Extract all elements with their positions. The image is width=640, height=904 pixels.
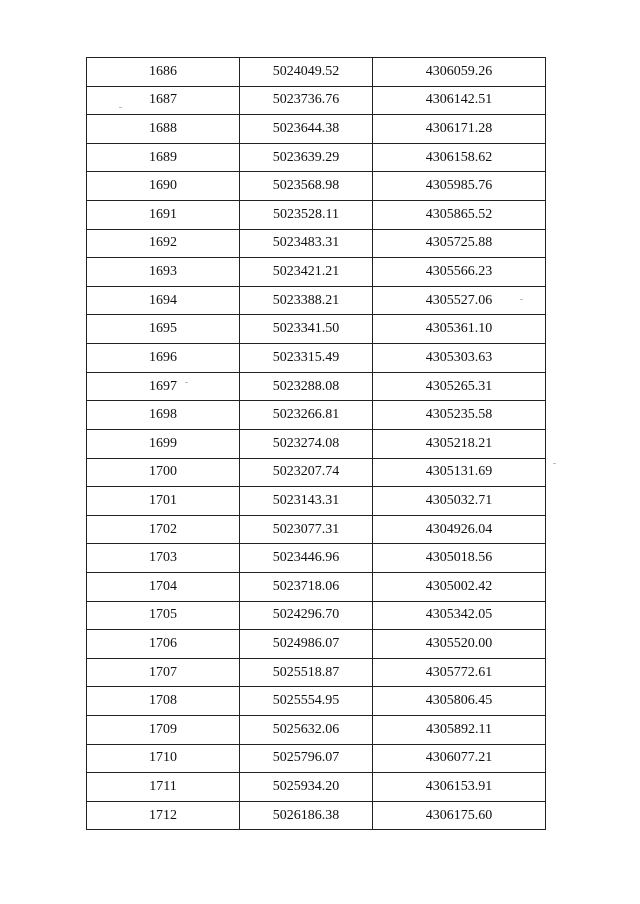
y-coordinate-cell: 4305218.21: [373, 429, 546, 458]
table-row: [87, 229, 546, 258]
x-coordinate-cell: 5024986.07: [240, 630, 373, 659]
x-coordinate-cell: 5023143.31: [240, 487, 373, 516]
point-number-cell: 1705: [87, 601, 240, 630]
table-row: [87, 258, 546, 287]
x-coordinate-cell: 5023568.98: [240, 172, 373, 201]
point-number-cell: 1692: [87, 229, 240, 258]
y-coordinate-cell: 4305131.69: [373, 458, 546, 487]
point-number-cell: 1699: [87, 429, 240, 458]
table-row: [87, 630, 546, 659]
x-coordinate-cell: 5023315.49: [240, 344, 373, 373]
x-coordinate-cell: 5025632.06: [240, 716, 373, 745]
x-coordinate-cell: 5025554.95: [240, 687, 373, 716]
x-coordinate-cell: 5025934.20: [240, 773, 373, 802]
table-row: [87, 515, 546, 544]
x-coordinate-cell: 5025796.07: [240, 744, 373, 773]
scan-speck: [119, 107, 122, 108]
point-number-cell: 1688: [87, 115, 240, 144]
table-row: [87, 344, 546, 373]
table-row: [87, 773, 546, 802]
y-coordinate-cell: 4305361.10: [373, 315, 546, 344]
table-row: [87, 401, 546, 430]
y-coordinate-cell: 4305235.58: [373, 401, 546, 430]
y-coordinate-cell: 4306175.60: [373, 801, 546, 830]
point-number-cell: 1686: [87, 58, 240, 87]
x-coordinate-cell: 5023528.11: [240, 201, 373, 230]
x-coordinate-cell: 5023446.96: [240, 544, 373, 573]
x-coordinate-cell: 5023341.50: [240, 315, 373, 344]
table-row: [87, 658, 546, 687]
point-number-cell: 1706: [87, 630, 240, 659]
y-coordinate-cell: 4305527.06: [373, 286, 546, 315]
point-number-cell: 1695: [87, 315, 240, 344]
point-number-cell: 1687: [87, 86, 240, 115]
y-coordinate-cell: 4305265.31: [373, 372, 546, 401]
point-number-cell: 1707: [87, 658, 240, 687]
table-row: [87, 172, 546, 201]
point-number-cell: 1693: [87, 258, 240, 287]
y-coordinate-cell: 4306077.21: [373, 744, 546, 773]
y-coordinate-cell: 4305772.61: [373, 658, 546, 687]
x-coordinate-cell: 5026186.38: [240, 801, 373, 830]
y-coordinate-cell: 4305985.76: [373, 172, 546, 201]
scan-speck: [553, 463, 556, 464]
point-number-cell: 1701: [87, 487, 240, 516]
table-row: [87, 687, 546, 716]
point-number-cell: 1702: [87, 515, 240, 544]
x-coordinate-cell: 5023207.74: [240, 458, 373, 487]
y-coordinate-cell: 4305342.05: [373, 601, 546, 630]
x-coordinate-cell: 5023274.08: [240, 429, 373, 458]
x-coordinate-cell: 5023736.76: [240, 86, 373, 115]
y-coordinate-cell: 4305002.42: [373, 572, 546, 601]
y-coordinate-cell: 4306153.91: [373, 773, 546, 802]
table-row: [87, 86, 546, 115]
x-coordinate-cell: 5023421.21: [240, 258, 373, 287]
scan-speck: [185, 382, 188, 383]
x-coordinate-cell: 5023639.29: [240, 143, 373, 172]
y-coordinate-cell: 4306059.26: [373, 58, 546, 87]
coordinate-table: [86, 57, 546, 830]
table-row: [87, 286, 546, 315]
point-number-cell: 1704: [87, 572, 240, 601]
x-coordinate-cell: 5024049.52: [240, 58, 373, 87]
table-row: [87, 487, 546, 516]
point-number-cell: 1696: [87, 344, 240, 373]
y-coordinate-cell: 4305806.45: [373, 687, 546, 716]
point-number-cell: 1703: [87, 544, 240, 573]
point-number-cell: 1689: [87, 143, 240, 172]
y-coordinate-cell: 4305032.71: [373, 487, 546, 516]
table-row: [87, 58, 546, 87]
point-number-cell: 1712: [87, 801, 240, 830]
y-coordinate-cell: 4305725.88: [373, 229, 546, 258]
y-coordinate-cell: 4304926.04: [373, 515, 546, 544]
table-row: [87, 544, 546, 573]
table-row: [87, 716, 546, 745]
x-coordinate-cell: 5023288.08: [240, 372, 373, 401]
point-number-cell: 1694: [87, 286, 240, 315]
x-coordinate-cell: 5023077.31: [240, 515, 373, 544]
y-coordinate-cell: 4305566.23: [373, 258, 546, 287]
y-coordinate-cell: 4305303.63: [373, 344, 546, 373]
point-number-cell: 1708: [87, 687, 240, 716]
table-row: [87, 458, 546, 487]
table-row: [87, 572, 546, 601]
x-coordinate-cell: 5025518.87: [240, 658, 373, 687]
point-number-cell: 1711: [87, 773, 240, 802]
y-coordinate-cell: 4305865.52: [373, 201, 546, 230]
y-coordinate-cell: 4306171.28: [373, 115, 546, 144]
table-row: [87, 115, 546, 144]
y-coordinate-cell: 4305018.56: [373, 544, 546, 573]
x-coordinate-cell: 5023266.81: [240, 401, 373, 430]
table-row: [87, 143, 546, 172]
point-number-cell: 1698: [87, 401, 240, 430]
point-number-cell: 1709: [87, 716, 240, 745]
table-row: [87, 601, 546, 630]
x-coordinate-cell: 5023388.21: [240, 286, 373, 315]
x-coordinate-cell: 5023718.06: [240, 572, 373, 601]
point-number-cell: 1690: [87, 172, 240, 201]
scan-speck: [520, 299, 523, 300]
table-row: [87, 429, 546, 458]
table-row: [87, 744, 546, 773]
point-number-cell: 1697: [87, 372, 240, 401]
point-number-cell: 1710: [87, 744, 240, 773]
x-coordinate-cell: 5024296.70: [240, 601, 373, 630]
table-row: [87, 801, 546, 830]
point-number-cell: 1700: [87, 458, 240, 487]
y-coordinate-cell: 4306158.62: [373, 143, 546, 172]
y-coordinate-cell: 4305892.11: [373, 716, 546, 745]
table-row: [87, 315, 546, 344]
table-row: [87, 201, 546, 230]
point-number-cell: 1691: [87, 201, 240, 230]
x-coordinate-cell: 5023483.31: [240, 229, 373, 258]
y-coordinate-cell: 4305520.00: [373, 630, 546, 659]
coordinate-table-body: [87, 58, 546, 830]
y-coordinate-cell: 4306142.51: [373, 86, 546, 115]
x-coordinate-cell: 5023644.38: [240, 115, 373, 144]
table-row: [87, 372, 546, 401]
